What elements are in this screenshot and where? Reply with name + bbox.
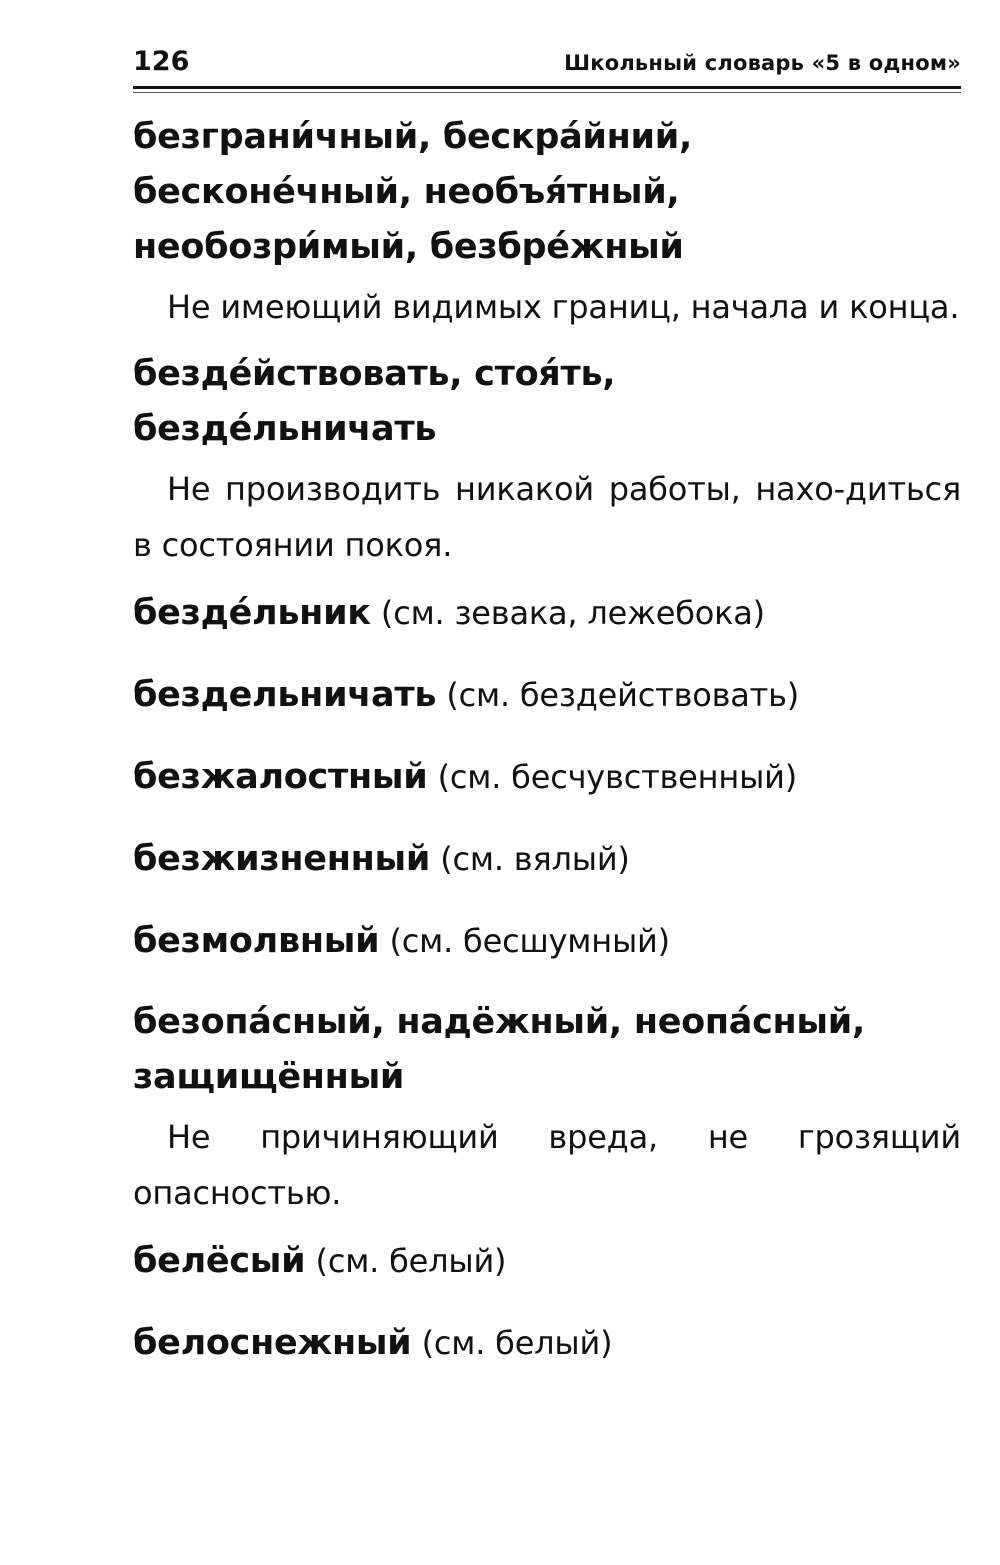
spacer — [133, 805, 961, 831]
spacer — [133, 1221, 961, 1233]
headword: бездельничать — [133, 675, 437, 715]
headword-line: бесконе́чный, необъя́тный, — [133, 172, 680, 212]
cross-reference: (см. белый) — [421, 1324, 613, 1362]
cross-reference: (см. вялый) — [440, 840, 630, 878]
entry-definition: Не имеющий видимых границ, начала и конца. — [167, 288, 960, 326]
headword: безжалостный — [133, 757, 428, 797]
spacer — [133, 887, 961, 913]
spacer — [133, 1289, 961, 1315]
page-number: 126 — [133, 46, 190, 77]
cross-reference: (см. бесшумный) — [389, 922, 670, 960]
dictionary-entry — [133, 995, 961, 1221]
cross-reference: (см. бесчувственный) — [437, 758, 798, 796]
spacer — [133, 723, 961, 749]
headword: безмолвный — [133, 921, 380, 961]
spacer — [133, 969, 961, 995]
headword-line: безде́йствовать, стоя́ть, — [133, 354, 616, 394]
cross-reference: (см. зевака, лежебока) — [380, 594, 765, 632]
page-content — [133, 110, 961, 1371]
entry-definition: Не причиняющий вреда, не грозящий опасностью. — [133, 1118, 961, 1212]
headword-line: защищённый — [133, 1057, 405, 1097]
dictionary-entry — [133, 110, 961, 335]
cross-reference: (см. бездействовать) — [446, 676, 800, 714]
headword: безжизненный — [133, 839, 431, 879]
spacer — [133, 335, 961, 347]
cross-reference-entry — [133, 1233, 961, 1289]
cross-reference-entry — [133, 749, 961, 805]
cross-reference-entry — [133, 1315, 961, 1371]
page-header — [133, 44, 961, 84]
header-rule — [133, 86, 961, 89]
dictionary-entry — [133, 347, 961, 573]
headword-line: безопа́сный, надёжный, неопа́сный, — [133, 1002, 865, 1042]
cross-reference-entry — [133, 585, 961, 641]
headword-line: безде́льничать — [133, 409, 437, 449]
entry-definition: Не производить никакой работы, нахо-диться в состоянии покоя. — [133, 470, 961, 564]
header-rule-thin — [133, 92, 961, 93]
running-title: Школьный словарь «5 в одном» — [564, 51, 961, 75]
spacer — [133, 641, 961, 667]
spacer — [133, 573, 961, 585]
cross-reference-entry — [133, 913, 961, 969]
headword: безде́льник — [133, 593, 371, 633]
cross-reference: (см. белый) — [315, 1242, 507, 1280]
headword-line: безграни́чный, бескра́йний, — [133, 117, 692, 157]
headword-line: необозри́мый, безбре́жный — [133, 227, 684, 267]
cross-reference-entry — [133, 831, 961, 887]
headword: белоснежный — [133, 1323, 412, 1363]
cross-reference-entry — [133, 667, 961, 723]
headword: белёсый — [133, 1241, 306, 1281]
